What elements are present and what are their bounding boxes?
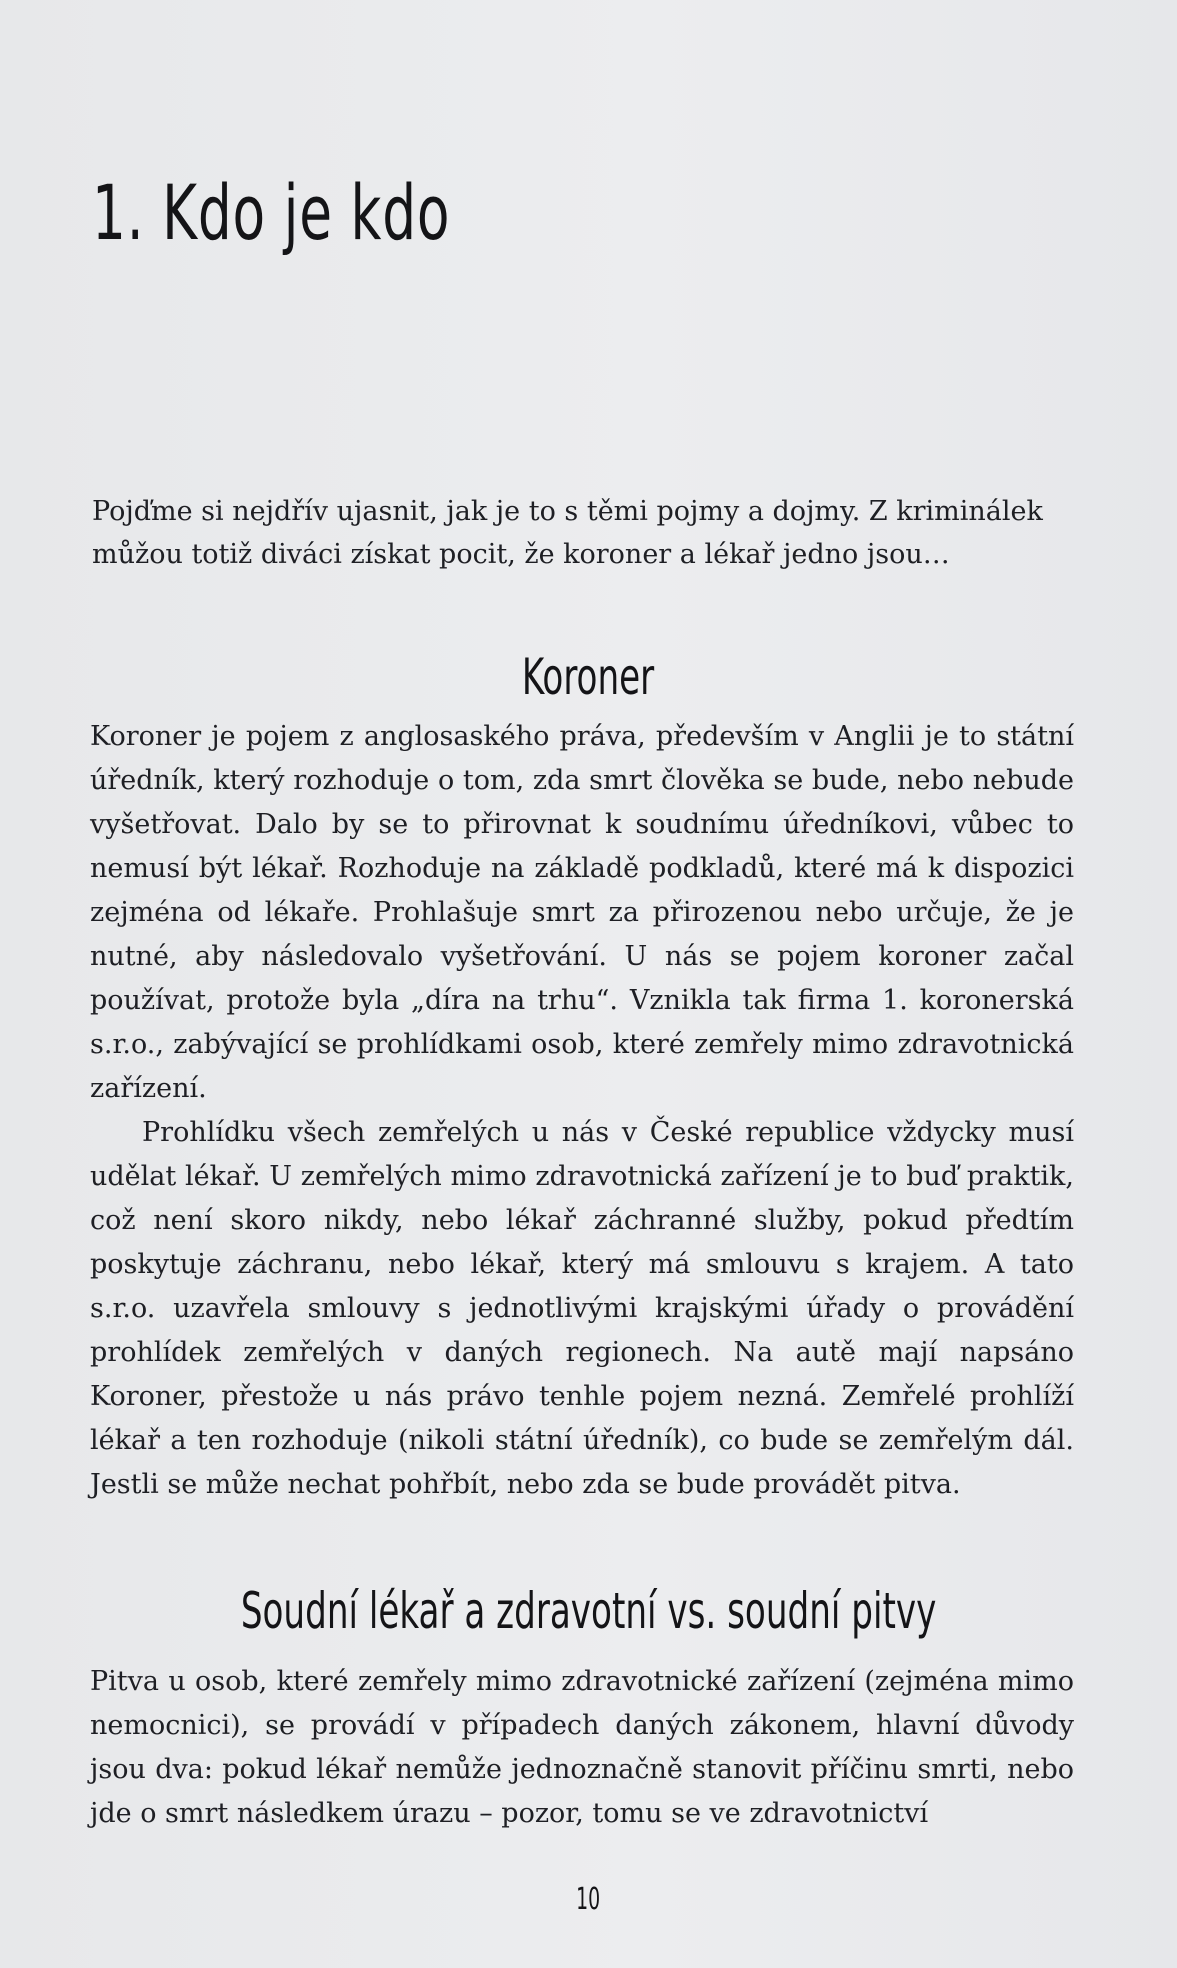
page-number-text: 10 (576, 1882, 601, 1917)
chapter-title: 1. Kdo je kdo (92, 168, 451, 257)
paragraph: Koroner je pojem z anglosaského práva, především v Anglii je to státní úředník, který rozhoduje o tom, zda smrt člověka se bude, nebo nebude vyšetřovat. Dalo by se to přirovnat k soudnímu úředníkovi, vůbec to nemusí být lékař. Rozhoduje na základě podkladů, které má k dispozici zejména od lékaře. Prohlašuje smrt za přirozenou nebo určuje, že je nutné, aby následovalo vyšetřování. U nás se pojem koroner začal používat, protože byla „díra na trhu“. Vznikla tak firma 1. koronerská s.r.o., zabývající se prohlídkami osob, které zemřely mimo zdravotnická zařízení. (90, 721, 1074, 1104)
section-heading-text: Koroner (522, 648, 655, 706)
section-heading-soudni-lekar (0, 1582, 1177, 1640)
intro-paragraph: Pojďme si nejdřív ujasnit, jak je to s těmi pojmy a dojmy. Z kriminálek můžou totiž diváci získat pocit, že koroner a lékař jedno jsou… (92, 496, 1043, 570)
section-heading-koroner (0, 648, 1177, 706)
section-body-soudni-lekar (90, 1660, 1074, 1836)
paragraph: Pitva u osob, které zemřely mimo zdravotnické zařízení (zejména mimo nemocnici), se provádí v případech daných zákonem, hlavní důvody jsou dva: pokud lékař nemůže jednoznačně stanovit příčinu smrti, nebo jde o smrt následkem úrazu – pozor, tomu se ve zdravotnictví (90, 1666, 1074, 1829)
page-number (0, 1882, 1177, 1917)
paragraph: Prohlídku všech zemřelých u nás v České republice vždycky musí udělat lékař. U zemřelých mimo zdravotnická zařízení je to buď praktik, což není skoro nikdy, nebo lékař záchranné služby, pokud předtím poskytuje záchranu, nebo lékař, který má smlouvu s krajem. A tato s.r.o. uzavřela smlouvy s jednotlivými krajskými úřady o provádění prohlídek zemřelých v daných regionech. Na autě mají napsáno Koroner, přestože u nás právo tenhle pojem nezná. Zemřelé prohlíží lékař a ten rozhoduje (nikoli státní úředník), co bude se zemřelým dál. Jestli se může nechat pohřbít, nebo zda se bude provádět pitva. (90, 1117, 1074, 1500)
section-heading-text: Soudní lékař a zdravotní vs. soudní pitvy (240, 1582, 937, 1640)
section-body-koroner (90, 715, 1074, 1507)
